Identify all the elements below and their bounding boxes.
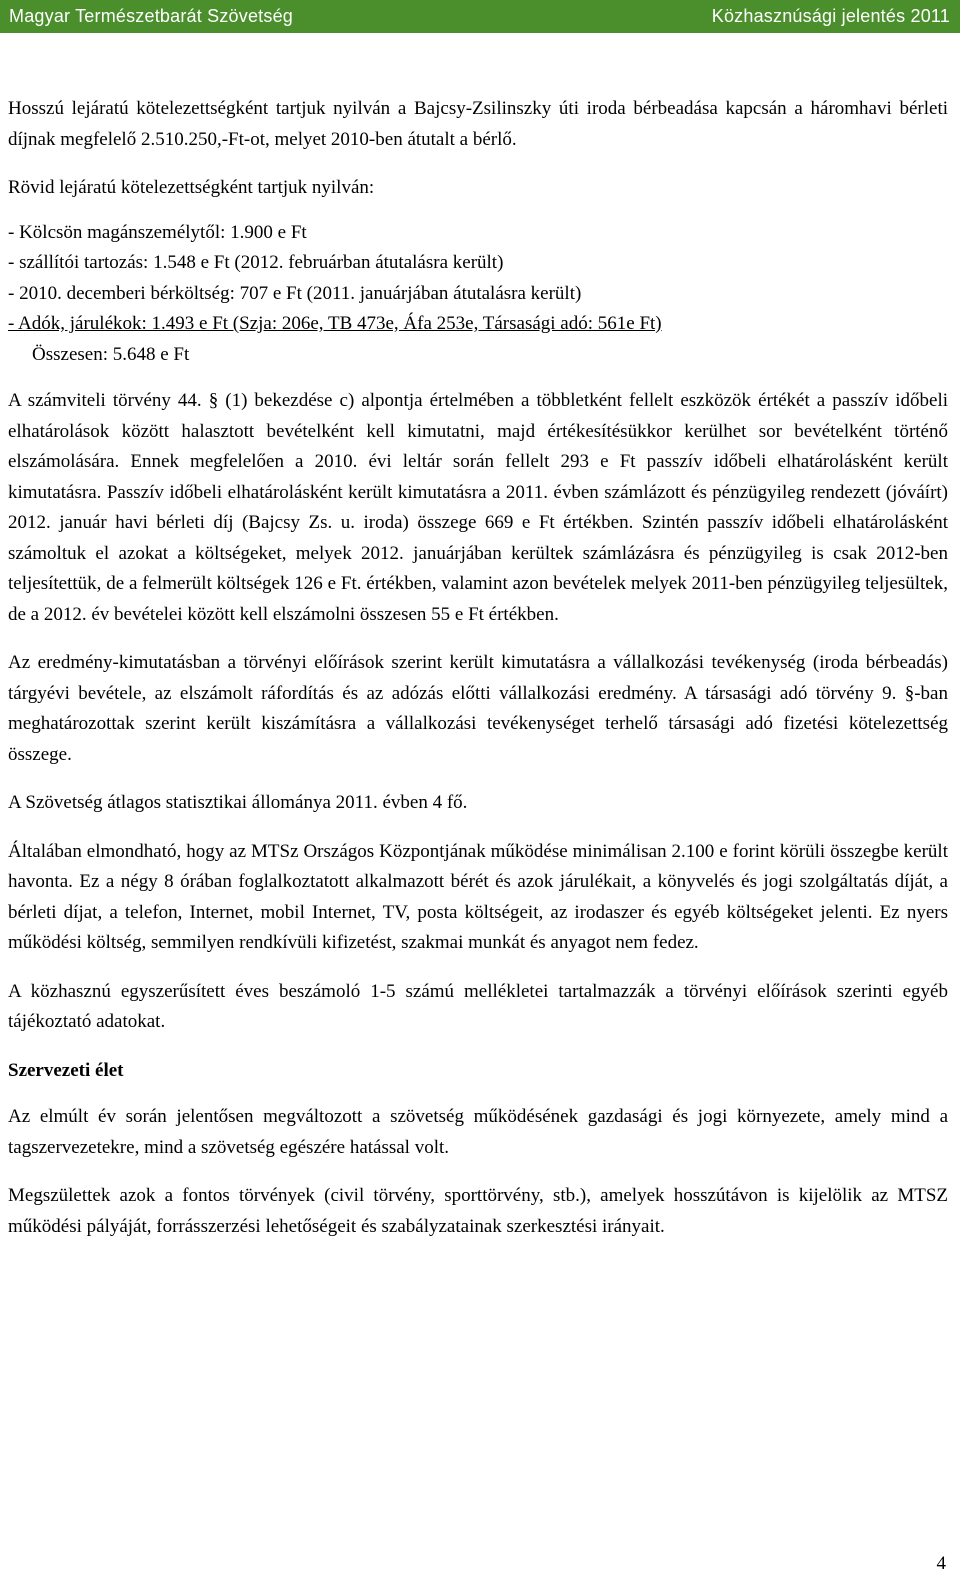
- paragraph-operating-costs: Általában elmondható, hogy az MTSz Országos Központjának működése minimálisan 2.100 e forint körüli összegbe került havonta. Ez a négy 8 órában foglalkoztatott alkalmazott bérét és azok járulékait, a könyvelés és jogi szolgáltatás díját, a bérleti díjat, a telefon, Internet, mobil Internet, TV, posta költségeit, az irodaszer és egyéb költségeket jelenti. Ez nyers működési költség, semmilyen rendkívüli kifizetést, szakmai munkát és anyagot nem fedez.: [8, 840, 948, 953]
- paragraph-new-laws: Megszülettek azok a fontos törvények (civil törvény, sporttörvény, stb.), amelyek hosszútávon is kijelölik az MTSZ működési pályáját, forrásszerzési lehetőségeit és szabályzatainak szerkesztési irányait.: [8, 1185, 948, 1237]
- page-number: 4: [936, 1553, 946, 1574]
- paragraph-organizational-environment: Az elmúlt év során jelentősen megváltozott a szövetség működésének gazdasági és jogi környezete, amely mind a tagszervezetekre, mind a szövetség egészére hatással volt.: [8, 1106, 948, 1158]
- list-item: - Kölcsön magánszemélytől: 1.900 e Ft: [8, 221, 307, 243]
- liabilities-list: [8, 218, 948, 371]
- document-body: [8, 94, 948, 1260]
- list-item: - 2010. decemberi bérköltség: 707 e Ft (2011. januárjában átutalásra került): [8, 282, 582, 304]
- header-organization: Magyar Természetbarát Szövetség: [9, 6, 293, 26]
- section-heading: Szervezeti élet: [8, 1059, 124, 1081]
- paragraph-annexes: A közhasznú egyszerűsített éves beszámoló 1-5 számú mellékletei tartalmazzák a törvényi előírások szerinti egyéb tájékoztató adatokat.: [8, 980, 948, 1032]
- paragraph-long-term-liabilities: Hosszú lejáratú kötelezettségként tartjuk nyilván a Bajcsy-Zsilinszky úti iroda bérbeadása kapcsán a háromhavi bérleti díjnak megfelelő 2.510.250,-Ft-ot, melyet 2010-ben átutalt a bérlő.: [8, 98, 948, 150]
- paragraph-accounting-law: A számviteli törvény 44. § (1) bekezdése c) alpontja értelmében a többletként fellelt eszközök értékét a passzív időbeli elhatárolások között halasztott bevételként kell kimutatni, majd értékesítésükkor kerülhet sor bevételként történő elszámolására. Ennek megfelelően a 2010. évi leltár során fellelt 293 e Ft passzív időbeli elhatárolásként került kimutatásra. Passzív időbeli elhatárolásként került kimutatásra a 2011. évben számlázott és pénzügyileg rendezett (jóváírt) 2012. január havi bérleti díj (Bajcsy Zs. u. iroda) összege 669 e Ft értékben. Szintén passzív időbeli elhatárolásként számoltuk el azokat a költségeket, melyek 2012. januárjában kerültek számlázásra és pénzügyileg is csak 2012-ben teljesítettük, de a felmerült költségek 126 e Ft. értékben, valamint azon bevételek melyek 2011-ben pénzügyileg teljesültek, de a 2012. év bevételei között kell elszámolni összesen 55 e Ft értékben.: [8, 390, 948, 625]
- paragraph-income-statement: Az eredmény-kimutatásban a törvényi előírások szerint került kimutatásra a vállalkozási tevékenység (iroda bérbeadás) tárgyévi bevétele, az elszámolt ráfordítás és az adózás előtti vállalkozási eredmény. A társasági adó törvény 9. §-ban meghatározottak szerint került kiszámításra a vállalkozási tevékenységet terhelő társasági adó fizetési kötelezettség összege.: [8, 652, 948, 765]
- paragraph-short-term-intro: Rövid lejáratú kötelezettségként tartjuk nyilván:: [8, 177, 375, 198]
- list-total: Összesen: 5.648 e Ft: [32, 343, 190, 365]
- paragraph-staff: A Szövetség átlagos statisztikai állománya 2011. évben 4 fő.: [8, 792, 468, 813]
- list-item: - szállítói tartozás: 1.548 e Ft (2012. februárban átutalásra került): [8, 252, 504, 273]
- page-header: [0, 0, 960, 33]
- list-item: - Adók, járulékok: 1.493 e Ft (Szja: 206e, TB 473e, Áfa 253e, Társasági adó: 561e Ft): [8, 313, 662, 334]
- header-report-title: Közhasznúsági jelentés 2011: [711, 6, 950, 26]
